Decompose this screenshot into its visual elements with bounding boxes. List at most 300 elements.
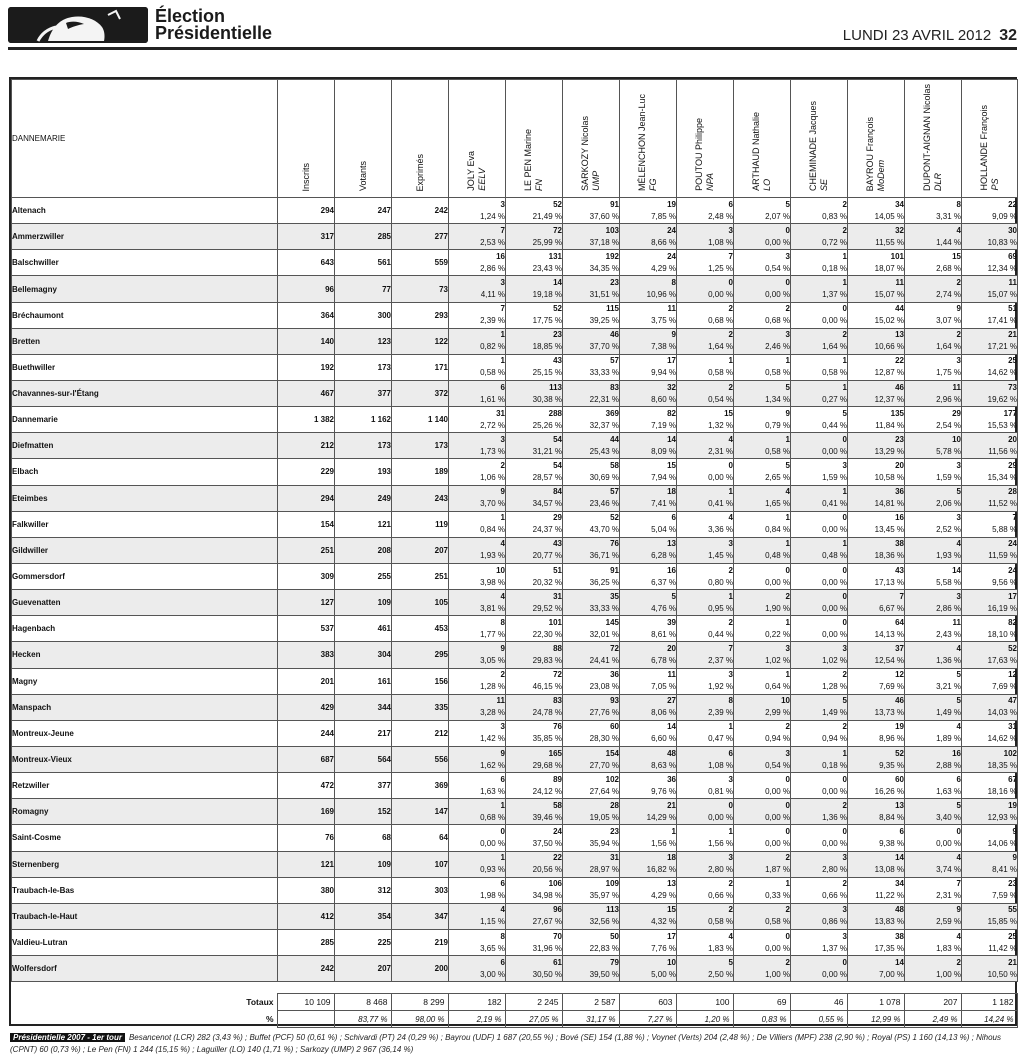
vote-count: 12 bbox=[895, 670, 904, 680]
vote-percent: 10,83 % bbox=[987, 237, 1017, 247]
candidate-cell bbox=[848, 381, 905, 407]
table-row bbox=[12, 198, 1018, 224]
candidate-cell bbox=[791, 590, 848, 616]
totals-candidate: 1 078 bbox=[847, 994, 904, 1011]
vote-count: 101 bbox=[890, 251, 904, 261]
vote-count: 36 bbox=[667, 774, 676, 784]
candidate-cell bbox=[677, 694, 734, 720]
vote-percent: 2,37 % bbox=[708, 655, 733, 665]
vote-percent: 37,18 % bbox=[589, 237, 619, 247]
totals-candidate-pct: 12,99 % bbox=[847, 1011, 904, 1028]
vote-count: 5 bbox=[842, 696, 847, 706]
vote-count: 52 bbox=[610, 513, 619, 523]
candidate-cell bbox=[563, 302, 620, 328]
vote-count: 2 bbox=[500, 670, 505, 680]
candidate-cell bbox=[734, 433, 791, 459]
candidate-cell bbox=[905, 276, 962, 302]
vote-percent: 8,61 % bbox=[651, 629, 676, 639]
vote-count: 67 bbox=[1008, 774, 1017, 784]
candidate-cell bbox=[905, 511, 962, 537]
vote-count: 27 bbox=[667, 696, 676, 706]
candidate-cell bbox=[620, 825, 677, 851]
candidate-cell bbox=[620, 276, 677, 302]
vote-percent: 1,87 % bbox=[765, 865, 790, 875]
results-table bbox=[11, 79, 1018, 982]
candidate-name: LE PEN Marine bbox=[523, 128, 533, 192]
vote-percent: 7,00 % bbox=[879, 969, 904, 979]
vote-percent: 16,26 % bbox=[874, 786, 904, 796]
votants-cell: 312 bbox=[335, 877, 392, 903]
candidate-cell bbox=[734, 459, 791, 485]
candidate-cell bbox=[449, 511, 506, 537]
totals-row bbox=[11, 994, 1017, 1011]
vote-percent: 14,81 % bbox=[874, 499, 904, 509]
vote-percent: 24,37 % bbox=[532, 525, 562, 535]
vote-count: 2 bbox=[842, 225, 847, 235]
inscrits-cell: 242 bbox=[278, 956, 335, 982]
vote-percent: 7,05 % bbox=[651, 682, 676, 692]
totals-candidate-pct: 27,05 % bbox=[505, 1011, 562, 1028]
commune-name: Montreux-Jeune bbox=[12, 720, 278, 746]
vote-count: 47 bbox=[1008, 696, 1017, 706]
vote-count: 19 bbox=[667, 199, 676, 209]
votants-cell: 304 bbox=[335, 642, 392, 668]
vote-count: 2 bbox=[842, 199, 847, 209]
votants-cell: 109 bbox=[335, 590, 392, 616]
candidate-cell bbox=[677, 616, 734, 642]
candidate-cell bbox=[563, 407, 620, 433]
candidate-cell bbox=[848, 799, 905, 825]
candidate-cell bbox=[620, 250, 677, 276]
vote-count: 51 bbox=[1008, 304, 1017, 314]
vote-percent: 16,82 % bbox=[646, 865, 676, 875]
vote-percent: 10,66 % bbox=[874, 342, 904, 352]
vote-percent: 6,67 % bbox=[879, 603, 904, 613]
candidate-cell bbox=[962, 590, 1018, 616]
candidate-cell bbox=[449, 877, 506, 903]
vote-percent: 1,37 % bbox=[822, 943, 847, 953]
vote-count: 1 bbox=[785, 670, 790, 680]
vote-count: 23 bbox=[610, 826, 619, 836]
candidate-cell bbox=[677, 459, 734, 485]
vote-percent: 15,34 % bbox=[987, 472, 1017, 482]
candidate-cell bbox=[734, 198, 791, 224]
vote-percent: 12,54 % bbox=[874, 655, 904, 665]
vote-count: 3 bbox=[842, 905, 847, 915]
vote-percent: 0,54 % bbox=[765, 760, 790, 770]
vote-percent: 0,00 % bbox=[708, 472, 733, 482]
vote-percent: 0,44 % bbox=[708, 629, 733, 639]
vote-count: 369 bbox=[605, 408, 619, 418]
vote-percent: 7,38 % bbox=[651, 342, 676, 352]
candidate-cell bbox=[449, 799, 506, 825]
candidate-cell bbox=[791, 694, 848, 720]
vote-percent: 1,83 % bbox=[708, 943, 733, 953]
candidate-cell bbox=[905, 302, 962, 328]
vote-count: 101 bbox=[548, 617, 562, 627]
table-row bbox=[12, 956, 1018, 982]
vote-count: 3 bbox=[500, 434, 505, 444]
vote-percent: 2,59 % bbox=[936, 917, 961, 927]
candidate-cell bbox=[905, 381, 962, 407]
candidate-cell bbox=[734, 250, 791, 276]
vote-percent: 0,47 % bbox=[708, 734, 733, 744]
candidate-cell bbox=[734, 590, 791, 616]
candidate-name: DUPONT-AIGNAN Nicolas bbox=[922, 84, 932, 192]
votants-cell: 208 bbox=[335, 537, 392, 563]
vote-percent: 10,50 % bbox=[987, 969, 1017, 979]
vote-count: 1 bbox=[728, 722, 733, 732]
totals-candidate-pct: 2,49 % bbox=[904, 1011, 961, 1028]
candidate-cell bbox=[848, 407, 905, 433]
vote-percent: 6,28 % bbox=[651, 551, 676, 561]
commune-name: Chavannes-sur-l'Étang bbox=[12, 381, 278, 407]
candidate-cell bbox=[734, 799, 791, 825]
masthead bbox=[8, 5, 1017, 45]
exprimes-cell: 122 bbox=[392, 328, 449, 354]
candidate-cell bbox=[848, 877, 905, 903]
col-exprimes: Exprimés bbox=[392, 80, 449, 198]
vote-percent: 5,58 % bbox=[936, 577, 961, 587]
vote-percent: 1,92 % bbox=[708, 682, 733, 692]
candidate-cell bbox=[791, 956, 848, 982]
inscrits-cell: 643 bbox=[278, 250, 335, 276]
vote-count: 6 bbox=[728, 199, 733, 209]
vote-count: 1 bbox=[500, 330, 505, 340]
vote-count: 14 bbox=[667, 434, 676, 444]
candidate-cell bbox=[677, 433, 734, 459]
vote-count: 11 bbox=[667, 304, 676, 314]
vote-percent: 22,30 % bbox=[532, 629, 562, 639]
vote-percent: 17,21 % bbox=[987, 342, 1017, 352]
candidate-header bbox=[637, 90, 659, 195]
candidate-cell bbox=[791, 302, 848, 328]
candidate-cell bbox=[962, 302, 1018, 328]
candidate-cell bbox=[905, 825, 962, 851]
vote-percent: 30,38 % bbox=[532, 394, 562, 404]
votants-cell: 123 bbox=[335, 328, 392, 354]
vote-count: 4 bbox=[500, 905, 505, 915]
candidate-cell bbox=[449, 537, 506, 563]
candidate-cell bbox=[734, 746, 791, 772]
commune-name: Magny bbox=[12, 668, 278, 694]
vote-percent: 17,41 % bbox=[987, 316, 1017, 326]
vote-count: 14 bbox=[667, 722, 676, 732]
candidate-cell bbox=[506, 590, 563, 616]
vote-percent: 19,05 % bbox=[589, 812, 619, 822]
vote-count: 131 bbox=[548, 251, 562, 261]
vote-count: 23 bbox=[1008, 879, 1017, 889]
vote-percent: 1,06 % bbox=[480, 472, 505, 482]
inscrits-cell: 309 bbox=[278, 563, 335, 589]
totals-inscrits: 10 109 bbox=[277, 994, 334, 1011]
vote-percent: 0,00 % bbox=[708, 290, 733, 299]
vote-count: 35 bbox=[610, 591, 619, 601]
candidate-cell bbox=[734, 642, 791, 668]
candidate-header bbox=[808, 97, 830, 195]
vote-count: 6 bbox=[500, 879, 505, 889]
candidate-cell bbox=[506, 877, 563, 903]
vote-percent: 0,00 % bbox=[765, 290, 790, 299]
candidate-cell bbox=[848, 616, 905, 642]
vote-count: 25 bbox=[1008, 356, 1017, 366]
col-candidate bbox=[791, 80, 848, 198]
vote-count: 2 bbox=[728, 304, 733, 314]
vote-percent: 2,39 % bbox=[708, 708, 733, 718]
votants-cell: 68 bbox=[335, 825, 392, 851]
vote-count: 102 bbox=[1003, 748, 1017, 758]
vote-percent: 2,52 % bbox=[936, 525, 961, 535]
col-candidate bbox=[962, 80, 1018, 198]
vote-percent: 34,57 % bbox=[532, 499, 562, 509]
vote-percent: 2,88 % bbox=[936, 760, 961, 770]
vote-count: 10 bbox=[952, 434, 961, 444]
vote-count: 0 bbox=[842, 591, 847, 601]
vote-percent: 1,25 % bbox=[708, 263, 733, 273]
candidate-cell bbox=[563, 773, 620, 799]
vote-percent: 7,19 % bbox=[651, 420, 676, 430]
candidate-cell bbox=[677, 563, 734, 589]
vote-percent: 0,58 % bbox=[822, 368, 847, 378]
vote-percent: 2,96 % bbox=[936, 394, 961, 404]
vote-percent: 31,51 % bbox=[589, 290, 619, 299]
vote-count: 1 bbox=[842, 487, 847, 497]
vote-percent: 15,07 % bbox=[987, 290, 1017, 299]
candidate-cell bbox=[962, 224, 1018, 250]
vote-percent: 11,55 % bbox=[875, 237, 904, 247]
vote-percent: 17,63 % bbox=[987, 655, 1017, 665]
candidate-cell bbox=[563, 903, 620, 929]
vote-count: 31 bbox=[496, 408, 505, 418]
vote-count: 4 bbox=[500, 539, 505, 549]
exprimes-cell: 219 bbox=[392, 929, 449, 955]
vote-count: 7 bbox=[1012, 513, 1017, 523]
vote-percent: 0,48 % bbox=[822, 551, 847, 561]
vote-count: 106 bbox=[548, 879, 562, 889]
vote-count: 5 bbox=[728, 957, 733, 967]
vote-count: 1 bbox=[842, 748, 847, 758]
vote-percent: 3,00 % bbox=[480, 969, 505, 979]
vote-percent: 0,93 % bbox=[480, 865, 505, 875]
inscrits-cell: 429 bbox=[278, 694, 335, 720]
candidate-cell bbox=[791, 563, 848, 589]
vote-percent: 11,42 % bbox=[988, 943, 1017, 953]
vote-percent: 0,81 % bbox=[708, 786, 733, 796]
candidate-cell bbox=[449, 694, 506, 720]
vote-count: 4 bbox=[956, 539, 961, 549]
vote-count: 3 bbox=[728, 225, 733, 235]
candidate-cell bbox=[563, 746, 620, 772]
vote-percent: 1,02 % bbox=[822, 655, 847, 665]
vote-count: 46 bbox=[610, 330, 619, 340]
candidate-cell bbox=[449, 720, 506, 746]
vote-count: 25 bbox=[1008, 931, 1017, 941]
vote-percent: 0,58 % bbox=[708, 917, 733, 927]
candidate-cell bbox=[848, 276, 905, 302]
vote-count: 57 bbox=[610, 487, 619, 497]
vote-count: 60 bbox=[895, 774, 904, 784]
candidate-cell bbox=[620, 851, 677, 877]
candidate-cell bbox=[791, 903, 848, 929]
vote-count: 1 bbox=[785, 539, 790, 549]
vote-count: 16 bbox=[667, 565, 676, 575]
candidate-cell bbox=[905, 354, 962, 380]
vote-count: 2 bbox=[728, 905, 733, 915]
vote-percent: 3,31 % bbox=[936, 211, 961, 221]
header-rule bbox=[8, 47, 1017, 50]
vote-percent: 1,73 % bbox=[480, 446, 505, 456]
votants-cell: 249 bbox=[335, 485, 392, 511]
candidate-cell bbox=[905, 746, 962, 772]
candidate-cell bbox=[677, 799, 734, 825]
vote-count: 54 bbox=[553, 434, 562, 444]
vote-count: 30 bbox=[1008, 225, 1017, 235]
vote-count: 55 bbox=[1008, 905, 1017, 915]
candidate-header bbox=[751, 108, 773, 195]
candidate-cell bbox=[620, 407, 677, 433]
table-row bbox=[12, 825, 1018, 851]
vote-percent: 22,83 % bbox=[589, 943, 619, 953]
vote-count: 44 bbox=[895, 304, 904, 314]
candidate-cell bbox=[848, 956, 905, 982]
candidate-cell bbox=[677, 746, 734, 772]
candidate-cell bbox=[677, 590, 734, 616]
candidate-cell bbox=[791, 616, 848, 642]
vote-percent: 0,00 % bbox=[822, 786, 847, 796]
vote-count: 11 bbox=[667, 670, 676, 680]
vote-count: 17 bbox=[667, 931, 676, 941]
vote-percent: 32,37 % bbox=[589, 420, 619, 430]
vote-percent: 15,02 % bbox=[874, 316, 904, 326]
vote-count: 113 bbox=[606, 905, 619, 915]
vote-percent: 3,28 % bbox=[480, 708, 505, 718]
vote-count: 1 bbox=[842, 539, 847, 549]
vote-percent: 0,82 % bbox=[480, 342, 505, 352]
vote-percent: 20,77 % bbox=[532, 551, 562, 561]
vote-percent: 2,99 % bbox=[765, 708, 790, 718]
candidate-cell bbox=[905, 407, 962, 433]
vote-count: 11 bbox=[952, 617, 961, 627]
votants-cell: 152 bbox=[335, 799, 392, 825]
vote-percent: 2,86 % bbox=[936, 603, 961, 613]
vote-percent: 29,52 % bbox=[532, 603, 562, 613]
vote-percent: 12,37 % bbox=[874, 394, 904, 404]
vote-count: 11 bbox=[895, 278, 904, 287]
votants-cell: 173 bbox=[335, 354, 392, 380]
candidate-cell bbox=[563, 459, 620, 485]
vote-count: 44 bbox=[610, 434, 619, 444]
candidate-cell bbox=[563, 929, 620, 955]
vote-count: 4 bbox=[728, 513, 733, 523]
vote-count: 4 bbox=[785, 487, 790, 497]
vote-percent: 36,71 % bbox=[589, 551, 619, 561]
candidate-cell bbox=[962, 328, 1018, 354]
vote-percent: 8,96 % bbox=[879, 734, 904, 744]
candidate-cell bbox=[677, 198, 734, 224]
candidate-cell bbox=[848, 328, 905, 354]
exprimes-cell: 303 bbox=[392, 877, 449, 903]
vote-count: 88 bbox=[553, 643, 562, 653]
candidate-cell bbox=[734, 903, 791, 929]
candidate-cell bbox=[620, 956, 677, 982]
table-row bbox=[12, 407, 1018, 433]
vote-count: 0 bbox=[956, 826, 961, 836]
vote-percent: 0,83 % bbox=[822, 211, 847, 221]
vote-count: 10 bbox=[781, 696, 790, 706]
totals-table bbox=[11, 993, 1018, 1028]
candidate-cell bbox=[620, 485, 677, 511]
vote-percent: 0,68 % bbox=[480, 812, 505, 822]
vote-count: 1 bbox=[728, 591, 733, 601]
vote-percent: 1,24 % bbox=[480, 211, 505, 221]
table-row bbox=[12, 773, 1018, 799]
vote-count: 0 bbox=[728, 278, 733, 287]
inscrits-cell: 317 bbox=[278, 224, 335, 250]
vote-count: 5 bbox=[956, 800, 961, 810]
table-row bbox=[12, 668, 1018, 694]
vote-count: 103 bbox=[605, 225, 619, 235]
vote-count: 39 bbox=[667, 617, 676, 627]
vote-count: 96 bbox=[553, 905, 562, 915]
candidate-cell bbox=[449, 459, 506, 485]
candidate-cell bbox=[734, 956, 791, 982]
vote-count: 43 bbox=[553, 356, 562, 366]
vote-count: 32 bbox=[895, 225, 904, 235]
totals-pct-inscrits bbox=[277, 1011, 334, 1028]
table-row bbox=[12, 903, 1018, 929]
vote-percent: 29,68 % bbox=[532, 760, 562, 770]
vote-count: 165 bbox=[548, 748, 562, 758]
vote-count: 192 bbox=[605, 251, 619, 261]
table-row bbox=[12, 459, 1018, 485]
issue-date: LUNDI 23 AVRIL 2012 bbox=[842, 27, 992, 44]
commune-name: Valdieu-Lutran bbox=[12, 929, 278, 955]
vote-percent: 18,36 % bbox=[874, 551, 904, 561]
vote-percent: 11,59 % bbox=[988, 551, 1017, 561]
vote-percent: 1,56 % bbox=[651, 838, 676, 848]
vote-count: 46 bbox=[895, 696, 904, 706]
vote-count: 91 bbox=[610, 199, 619, 209]
vote-count: 3 bbox=[500, 722, 505, 732]
commune-name: Falkwiller bbox=[12, 511, 278, 537]
vote-count: 7 bbox=[728, 251, 733, 261]
totals-label: Totaux bbox=[246, 997, 274, 1007]
vote-percent: 0,00 % bbox=[765, 943, 790, 953]
candidate-cell bbox=[563, 799, 620, 825]
exprimes-cell: 147 bbox=[392, 799, 449, 825]
vote-percent: 5,04 % bbox=[651, 525, 676, 535]
candidate-cell bbox=[677, 354, 734, 380]
vote-percent: 12,34 % bbox=[987, 263, 1017, 273]
vote-count: 3 bbox=[956, 591, 961, 601]
candidate-name: JOLY Eva bbox=[466, 151, 476, 192]
vote-count: 5 bbox=[842, 408, 847, 418]
totals-candidate: 207 bbox=[904, 994, 961, 1011]
candidate-cell bbox=[791, 354, 848, 380]
votants-cell: 564 bbox=[335, 746, 392, 772]
totals-candidate-pct: 14,24 % bbox=[961, 1011, 1017, 1028]
exprimes-cell: 295 bbox=[392, 642, 449, 668]
vote-count: 24 bbox=[553, 826, 562, 836]
exprimes-cell: 277 bbox=[392, 224, 449, 250]
candidate-cell bbox=[962, 459, 1018, 485]
candidate-cell bbox=[962, 851, 1018, 877]
inscrits-cell: 169 bbox=[278, 799, 335, 825]
candidate-cell bbox=[962, 354, 1018, 380]
exprimes-cell: 200 bbox=[392, 956, 449, 982]
candidate-cell bbox=[734, 381, 791, 407]
candidate-cell bbox=[848, 563, 905, 589]
